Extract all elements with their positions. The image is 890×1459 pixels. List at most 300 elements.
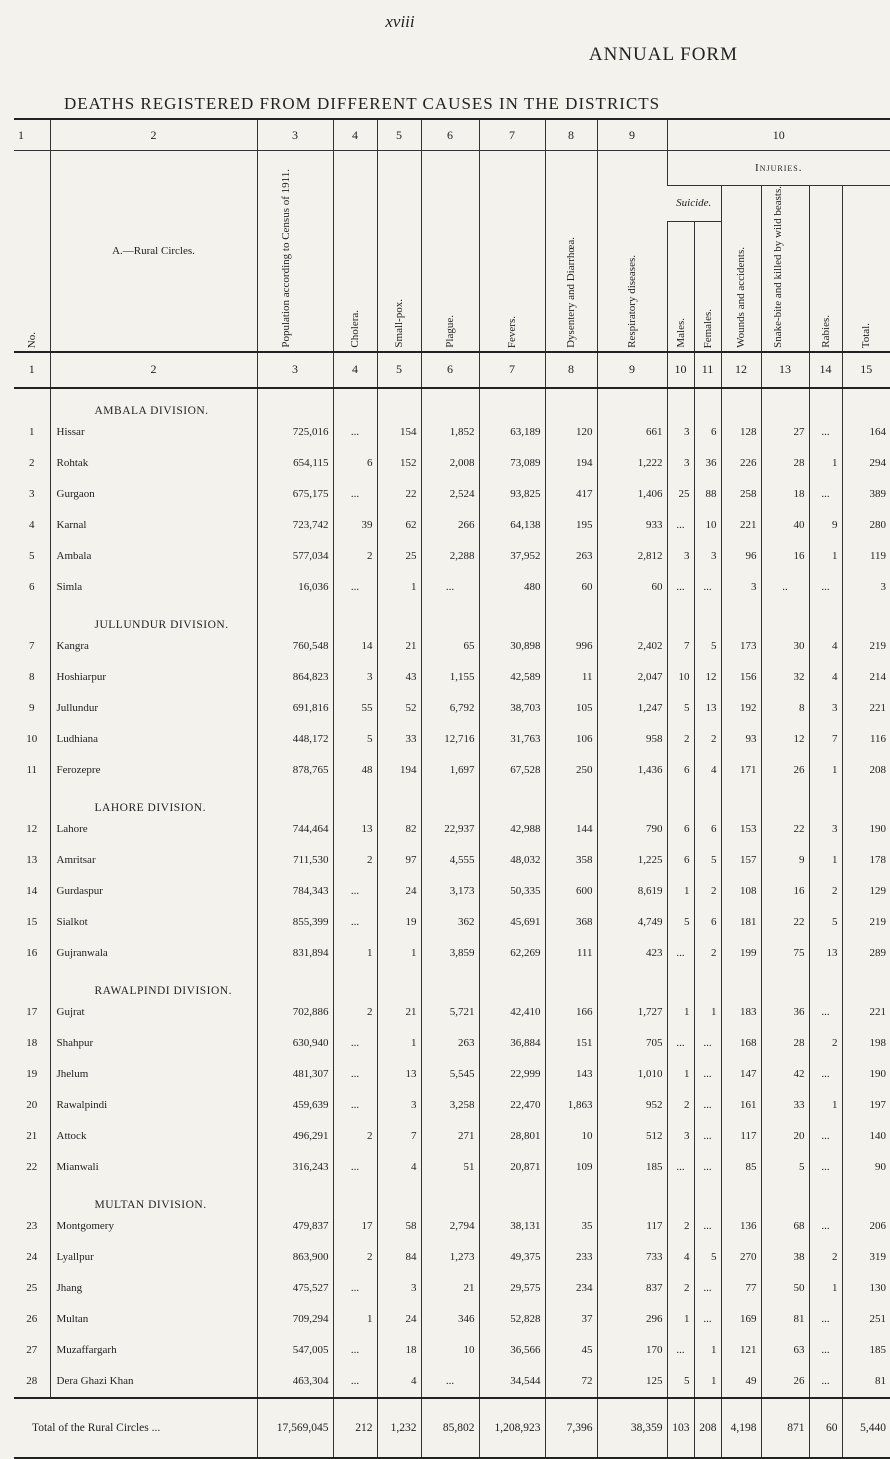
table-cell: 164 [842,417,890,448]
table-cell: ... [333,1152,377,1183]
table-cell: 12 [761,724,809,755]
group-number: 10 [667,119,890,151]
table-row [14,479,890,510]
table-cell: 140 [842,1121,890,1152]
table-cell: 45,691 [479,907,545,938]
row-number: 22 [26,1161,38,1174]
district-name: Mianwali [50,1152,257,1183]
table-cell: 157 [721,845,761,876]
table-cell: 28 [761,448,809,479]
table-cell: 170 [597,1335,667,1366]
table-cell: 723,742 [257,510,333,541]
table-cell: 63,189 [479,417,545,448]
table-cell: 368 [545,907,597,938]
rabies-header: Rabies. [819,315,832,348]
table-cell: 38 [761,1242,809,1273]
district-name: Muzaffargarh [50,1335,257,1366]
group-number: 5 [377,119,421,151]
table-cell: 6 [694,814,721,845]
row-number: 17 [26,1006,38,1019]
table-cell: 448,172 [257,724,333,755]
table-cell: 108 [721,876,761,907]
table-cell: 1 [809,448,842,479]
table-cell: 96 [721,541,761,572]
district-name: Lyallpur [50,1242,257,1273]
table-cell: 1,222 [597,448,667,479]
table-cell: 36 [694,448,721,479]
table-cell: 831,894 [257,938,333,969]
table-cell: 29,575 [479,1273,545,1304]
table-cell: 73,089 [479,448,545,479]
row-number: 2 [29,457,35,470]
table-cell: 109 [545,1152,597,1183]
table-cell: 183 [721,997,761,1028]
row-number: 21 [26,1130,38,1143]
table-cell: 51 [421,1152,479,1183]
row-number: 28 [26,1375,38,1388]
division-row [14,388,890,417]
table-cell: 121 [721,1335,761,1366]
table-cell: 35 [545,1211,597,1242]
table-cell: 67,528 [479,755,545,786]
table-cell: 5,545 [421,1059,479,1090]
group-number: 6 [421,119,479,151]
division-name: MULTAN DIVISION. [50,1183,257,1211]
table-cell: 1,697 [421,755,479,786]
table-cell: 16 [761,541,809,572]
table-row [14,724,890,755]
table-cell: 82 [377,814,421,845]
table-cell: 190 [842,1059,890,1090]
table-cell: 790 [597,814,667,845]
table-cell: ... [694,1090,721,1121]
table-cell: ... [333,417,377,448]
district-name: Rohtak [50,448,257,479]
row-number: 8 [29,671,35,684]
table-cell: 52 [377,693,421,724]
column-number: 3 [257,352,333,388]
table-cell: 48 [333,755,377,786]
table-cell: 20,871 [479,1152,545,1183]
table-row [14,1366,890,1398]
table-cell: 3 [667,541,694,572]
table-cell: 147 [721,1059,761,1090]
table-row [14,1335,890,1366]
table-cell: 417 [545,479,597,510]
table-cell: 30 [761,631,809,662]
table-cell: 197 [842,1090,890,1121]
table-cell: 1,863 [545,1090,597,1121]
table-cell: 11 [545,662,597,693]
table-cell: 1 [667,876,694,907]
table-cell: ... [694,1121,721,1152]
table-cell: ... [809,997,842,1028]
table-cell: 219 [842,907,890,938]
fevers-header: Fevers. [506,315,518,348]
table-cell: 760,548 [257,631,333,662]
table-cell: 878,765 [257,755,333,786]
table-cell: 93,825 [479,479,545,510]
table-cell: 266 [421,510,479,541]
table-cell: ... [667,1335,694,1366]
table-cell: ... [333,907,377,938]
table-cell: 10 [667,662,694,693]
division-row [14,1183,890,1211]
table-row [14,572,890,603]
table-cell: 181 [721,907,761,938]
table-cell: 1 [809,845,842,876]
table-cell: ... [809,417,842,448]
table-cell: 346 [421,1304,479,1335]
table-cell: 5,721 [421,997,479,1028]
females-header: Females. [701,308,714,348]
table-cell: 64,138 [479,510,545,541]
column-number: 10 [667,352,694,388]
table-cell: 26 [761,755,809,786]
table-cell: 3 [377,1090,421,1121]
table-cell: 2,524 [421,479,479,510]
table-cell: 933 [597,510,667,541]
table-cell: 4 [377,1366,421,1398]
table-cell: 93 [721,724,761,755]
table-cell: 2 [667,1090,694,1121]
table-cell: 42,988 [479,814,545,845]
column-number: 14 [809,352,842,388]
division-name: JULLUNDUR DIVISION. [50,603,257,631]
district-name: Montgomery [50,1211,257,1242]
table-row [14,1304,890,1335]
table-cell: 22 [761,814,809,845]
table-cell: 855,399 [257,907,333,938]
table-cell: 4,749 [597,907,667,938]
table-cell: 12,716 [421,724,479,755]
table-cell: 2 [333,1242,377,1273]
table-cell: 194 [545,448,597,479]
table-cell: 577,034 [257,541,333,572]
table-row [14,876,890,907]
table-cell: 2 [694,876,721,907]
district-name: Lahore [50,814,257,845]
table-cell: 1,852 [421,417,479,448]
total-cell: 38,359 [597,1398,667,1458]
table-cell: 26 [761,1366,809,1398]
total-cell: 208 [694,1398,721,1458]
district-name: Multan [50,1304,257,1335]
table-cell: ... [421,572,479,603]
table-cell: 36,884 [479,1028,545,1059]
table-cell: 55 [333,693,377,724]
table-cell: 2 [667,1211,694,1242]
table-cell: 208 [842,755,890,786]
table-cell: 479,837 [257,1211,333,1242]
table-cell: 21 [377,631,421,662]
column-number: 11 [694,352,721,388]
table-cell: ... [809,1335,842,1366]
column-number: 4 [333,352,377,388]
table-cell: 90 [842,1152,890,1183]
table-cell: 36 [761,997,809,1028]
total-cell: 7,396 [545,1398,597,1458]
table-cell: 2 [809,1028,842,1059]
table-cell: 22,470 [479,1090,545,1121]
table-cell: 5 [667,907,694,938]
table-cell: 654,115 [257,448,333,479]
table-cell: 81 [761,1304,809,1335]
table-cell: 171 [721,755,761,786]
total-cell: 60 [809,1398,842,1458]
table-cell: 481,307 [257,1059,333,1090]
table-cell: 3 [721,572,761,603]
table-cell: 192 [721,693,761,724]
table-cell: 475,527 [257,1273,333,1304]
table-cell: ... [809,479,842,510]
table-cell: 2 [694,938,721,969]
table-cell: 5 [667,1366,694,1398]
row-number: 20 [26,1099,38,1112]
respiratory-header: Respiratory diseases. [626,255,638,348]
table-cell: 1 [377,938,421,969]
table-cell: 37,952 [479,541,545,572]
table-cell: ... [694,1059,721,1090]
table-cell: 10 [421,1335,479,1366]
row-number: 25 [26,1282,38,1295]
injuries-header: Injuries. [667,151,890,186]
row-number: 19 [26,1068,38,1081]
table-cell: 280 [842,510,890,541]
table-cell: 5 [333,724,377,755]
table-cell: 226 [721,448,761,479]
table-cell: 2 [694,724,721,755]
table-cell: 2 [809,1242,842,1273]
table-cell: ... [333,1366,377,1398]
table-cell: ... [333,1028,377,1059]
division-row [14,969,890,997]
table-cell: 2 [333,997,377,1028]
table-cell: 6 [667,755,694,786]
table-cell: 125 [597,1366,667,1398]
table-cell: 725,016 [257,417,333,448]
table-cell: 199 [721,938,761,969]
table-cell: 733 [597,1242,667,1273]
males-header: Males. [674,318,687,348]
table-cell: 837 [597,1273,667,1304]
table-cell: 2,047 [597,662,667,693]
table-cell: 6 [667,814,694,845]
table-cell: 21 [377,997,421,1028]
district-name: Ambala [50,541,257,572]
table-row [14,1059,890,1090]
table-cell: 166 [545,997,597,1028]
table-cell: 705 [597,1028,667,1059]
table-cell: 63 [761,1335,809,1366]
table-cell: 1,155 [421,662,479,693]
table-cell: 22,999 [479,1059,545,1090]
table-cell: 219 [842,631,890,662]
row-number: 16 [26,947,38,960]
row-number: 13 [26,854,38,867]
district-name: Jhang [50,1273,257,1304]
total-header: Total. [860,322,873,348]
rural-circles-header: A.—Rural Circles. [50,151,257,352]
table-cell: ... [694,1273,721,1304]
table-cell: 480 [479,572,545,603]
table-cell: 3 [809,693,842,724]
page-number: xviii [385,12,415,31]
table-cell: 2 [333,845,377,876]
total-cell: 212 [333,1398,377,1458]
table-cell: 3 [809,814,842,845]
table-cell: 13 [333,814,377,845]
table-cell: 6,792 [421,693,479,724]
table-row [14,1211,890,1242]
table-cell: 1 [667,1059,694,1090]
table-cell: 18 [761,479,809,510]
table-cell: 49,375 [479,1242,545,1273]
table-cell: 3 [377,1273,421,1304]
group-number: 9 [597,119,667,151]
table-cell: 152 [377,448,421,479]
table-body [14,388,890,1398]
table-cell: 3,258 [421,1090,479,1121]
table-cell: 20 [761,1121,809,1152]
table-cell: 784,343 [257,876,333,907]
table-cell: 289 [842,938,890,969]
table-cell: 5 [694,845,721,876]
group-number: 2 [50,119,257,151]
table-cell: 22,937 [421,814,479,845]
table-cell: 16,036 [257,572,333,603]
table-row [14,662,890,693]
table-cell: 18 [377,1335,421,1366]
table-cell: 423 [597,938,667,969]
table-cell: 675,175 [257,479,333,510]
deaths-table [14,118,890,1459]
wounds-header: Wounds and accidents. [735,247,747,348]
division-name: AMBALA DIVISION. [50,388,257,417]
table-cell: ... [809,1304,842,1335]
table-cell: 185 [842,1335,890,1366]
group-number: 4 [333,119,377,151]
table-row [14,510,890,541]
table-cell: ... [421,1366,479,1398]
table-cell: 5 [761,1152,809,1183]
column-number-row [14,352,890,388]
table-cell: ... [667,510,694,541]
table-cell: 463,304 [257,1366,333,1398]
table-cell: 143 [545,1059,597,1090]
district-name: Karnal [50,510,257,541]
table-cell: 81 [842,1366,890,1398]
table-cell: 4 [667,1242,694,1273]
table-cell: 42 [761,1059,809,1090]
table-cell: 3 [333,662,377,693]
district-name: Sialkot [50,907,257,938]
table-cell: 206 [842,1211,890,1242]
table-cell: 863,900 [257,1242,333,1273]
table-cell: 49 [721,1366,761,1398]
table-cell: 221 [842,997,890,1028]
table-cell: 50,335 [479,876,545,907]
district-name: Ludhiana [50,724,257,755]
table-cell: 22 [377,479,421,510]
table-cell: 39 [333,510,377,541]
table-cell: 60 [597,572,667,603]
table-cell: 600 [545,876,597,907]
table-cell: ... [809,1121,842,1152]
table-cell: .. [761,572,809,603]
dysentery-header: Dysentery and Diarrhœa. [565,237,577,348]
district-name: Dera Ghazi Khan [50,1366,257,1398]
table-cell: 2,812 [597,541,667,572]
division-row [14,786,890,814]
table-cell: 5 [667,693,694,724]
table-cell: 22 [761,907,809,938]
table-cell: ... [333,572,377,603]
table-cell: 2,402 [597,631,667,662]
table-cell: 547,005 [257,1335,333,1366]
table-cell: 117 [721,1121,761,1152]
table-cell: 34,544 [479,1366,545,1398]
table-row [14,1242,890,1273]
table-cell: 65 [421,631,479,662]
table-cell: 316,243 [257,1152,333,1183]
table-row [14,541,890,572]
table-cell: 661 [597,417,667,448]
column-number: 15 [842,352,890,388]
table-cell: 62 [377,510,421,541]
district-name: Amritsar [50,845,257,876]
table-cell: ... [333,1059,377,1090]
table-cell: 77 [721,1273,761,1304]
table-row [14,1028,890,1059]
table-cell: 27 [761,417,809,448]
division-name: RAWALPINDI DIVISION. [50,969,257,997]
table-cell: 10 [694,510,721,541]
table-cell: ... [694,1152,721,1183]
snake-header: Snake-bite and killed by wild beasts. [772,186,784,348]
table-cell: 221 [842,693,890,724]
table-row [14,814,890,845]
table-cell: 4 [809,631,842,662]
column-number: 9 [597,352,667,388]
table-cell: 263 [545,541,597,572]
table-cell: 1 [667,1304,694,1335]
total-cell: 1,232 [377,1398,421,1458]
table-cell: 185 [597,1152,667,1183]
column-number: 12 [721,352,761,388]
table-cell: 194 [377,755,421,786]
table-cell: 30,898 [479,631,545,662]
row-number: 3 [29,488,35,501]
table-cell: 4 [377,1152,421,1183]
table-cell: 258 [721,479,761,510]
district-name: Kangra [50,631,257,662]
table-cell: 14 [333,631,377,662]
district-name: Hissar [50,417,257,448]
district-name: Gurgaon [50,479,257,510]
table-cell: 195 [545,510,597,541]
row-number: 18 [26,1037,38,1050]
district-name: Simla [50,572,257,603]
division-name: LAHORE DIVISION. [50,786,257,814]
district-name: Jullundur [50,693,257,724]
table-cell: 630,940 [257,1028,333,1059]
suicide-header: Suicide. [667,186,721,222]
table-cell: 97 [377,845,421,876]
table-cell: 2,288 [421,541,479,572]
column-number: 5 [377,352,421,388]
table-cell: 25 [377,541,421,572]
